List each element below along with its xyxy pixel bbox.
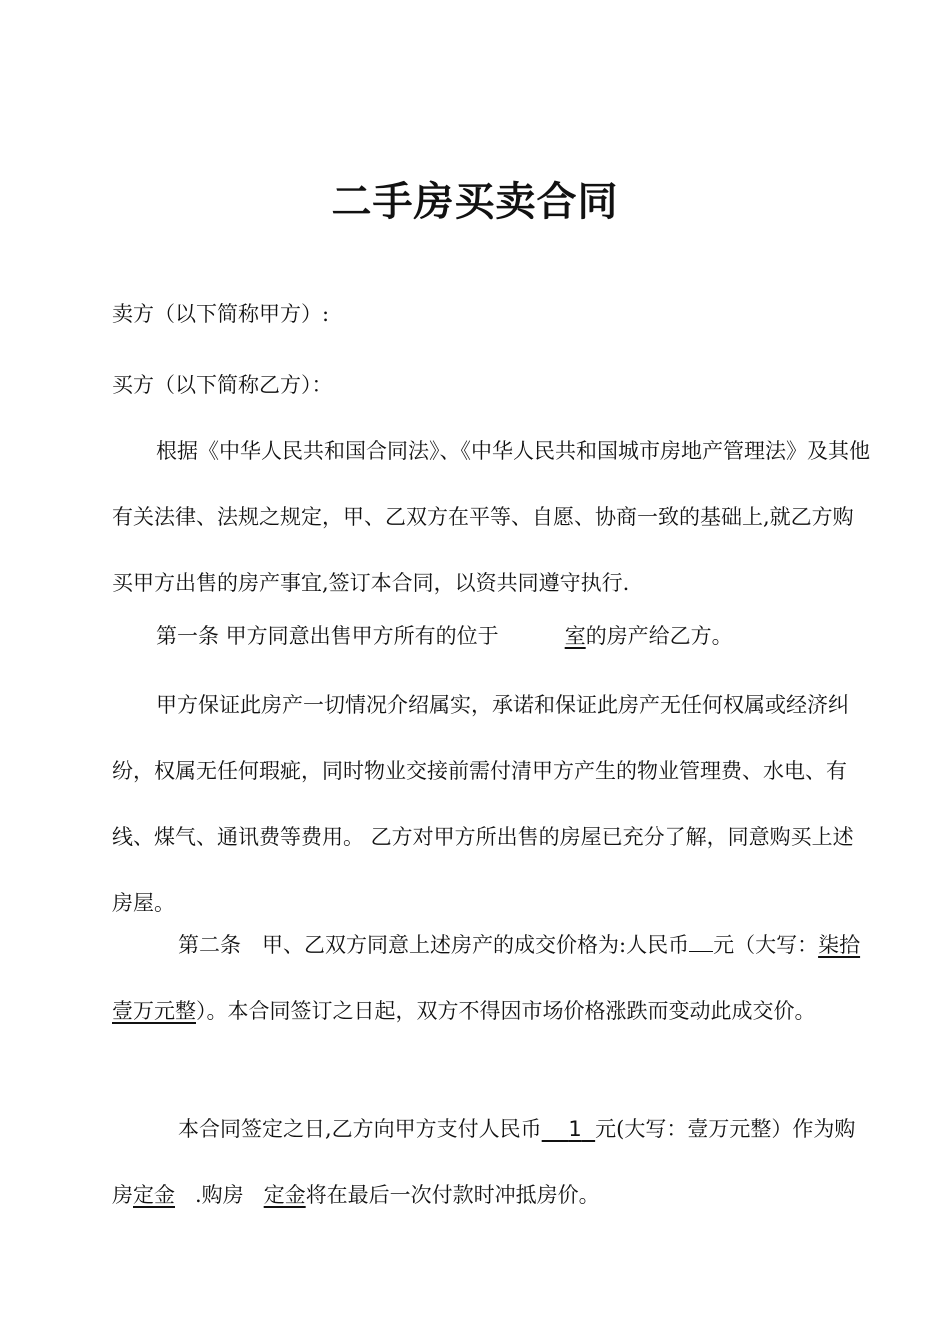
article-1 bbox=[112, 620, 872, 650]
article-2-suffix: ）。本合同签订之日起，双方不得因市场价格涨跌而变动此成交价。 bbox=[196, 999, 816, 1023]
deposit-term-2: 定金 bbox=[263, 1183, 306, 1207]
preamble-text: 根据《中华人民共和国合同法》、《中华人民共和国城市房地产管理法》及其他有关法律、法规之规定，甲、乙双方在平等、自愿、协商一致的基础上,就乙方购买甲方出售的房产事宜,签订本合同，以资共同遵守执行. bbox=[112, 439, 870, 595]
preamble-paragraph bbox=[112, 418, 872, 616]
article-2-unit: 元（大写： bbox=[713, 933, 819, 957]
deposit-term-1: 定金 bbox=[133, 1183, 175, 1207]
seller-label: 卖方（以下简称甲方）: bbox=[112, 302, 330, 326]
deposit-suffix: 将在最后一次付款时冲抵房价。 bbox=[305, 1183, 600, 1207]
deposit-paragraph bbox=[112, 1096, 872, 1228]
buyer-label: 买方（以下简称乙方）： bbox=[112, 373, 333, 397]
deposit-text bbox=[112, 1096, 872, 1228]
article-1-prefix: 第一条 甲方同意出售甲方所有的位于 bbox=[156, 624, 499, 648]
document-title: 二手房买卖合同 bbox=[331, 179, 619, 225]
deposit-mid-2: .购房 bbox=[195, 1183, 244, 1207]
article-2-paragraph bbox=[112, 912, 872, 1044]
article-2-text bbox=[112, 912, 872, 1044]
deposit-amount bbox=[542, 1117, 595, 1141]
article-2-amount-words: 柒拾壹万元整 bbox=[112, 933, 861, 1023]
deposit-prefix: 本合同签定之日,乙方向甲方支付人民币 bbox=[178, 1117, 542, 1141]
guarantee-text: 甲方保证此房产一切情况介绍属实，承诺和保证此房产无任何权属或经济纠纷，权属无任何瑕疵，同时物业交接前需付清甲方产生的物业管理费、水电、有线、煤气、通讯费等费用。 乙方对甲方所出售的房屋已充分了解，同意购买上述房屋。 bbox=[112, 693, 854, 915]
price-blank bbox=[689, 950, 713, 952]
deposit-amount-value: 1 bbox=[568, 1117, 582, 1141]
deposit-middle: 元(大写：壹万元整）作为购房 bbox=[112, 1117, 856, 1207]
guarantee-paragraph bbox=[112, 672, 872, 936]
article-2-prefix: 第二条 甲、乙双方同意上述房产的成交价格为:人民币 bbox=[178, 933, 690, 957]
article-1-suffix: 的房产给乙方。 bbox=[585, 624, 733, 648]
article-1-room: 室 bbox=[564, 624, 586, 648]
